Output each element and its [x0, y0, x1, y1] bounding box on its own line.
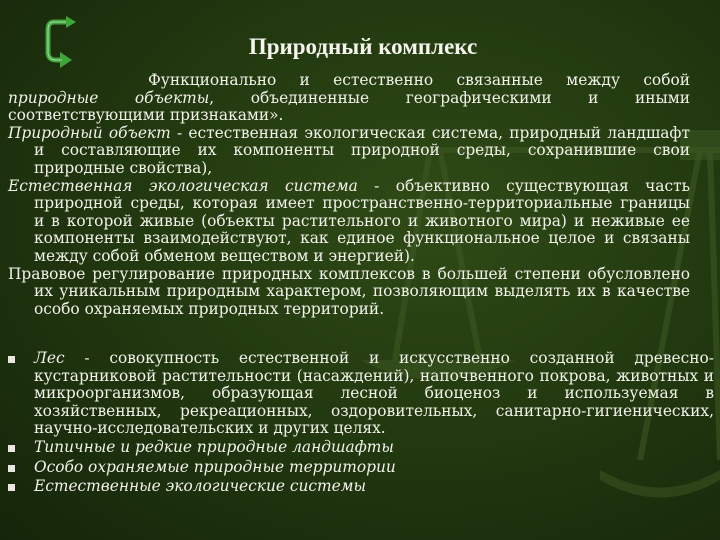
bullet-term: Лес: [34, 349, 65, 367]
list-item: [6, 459, 714, 477]
bullet-list: [6, 350, 714, 497]
list-item: [6, 478, 714, 496]
square-bullet-icon: [8, 356, 15, 363]
square-bullet-icon: [8, 484, 15, 491]
intro-rest: , объединенные географическими и иными соответствующими признаками».: [8, 88, 690, 125]
bullet-term: Типичные и редкие природные ландшафты: [34, 438, 394, 457]
list-item: [6, 439, 714, 457]
term-natural-object: Природный объект: [8, 123, 171, 142]
text-regulation: Правовое регулирование природных комплексов в большей степени обусловлено их уникальным природным характером, позволяющим выделять их в качестве особо охраняемых природных территорий.: [8, 264, 690, 318]
list-item: [6, 350, 714, 438]
intro-term: природные объекты: [8, 88, 210, 107]
text-ecosystem: - объективно существующая часть природной среды, которая имеет пространственно-территориальные границы и в которой живые (объекты растительного и животного мира) и неживые ее компоненты взаимодействуют, как единое функциональное целое и связаны между собой обменом веществом и энергией).: [34, 176, 690, 265]
intro-text: Функционально и естественно связанные между собой: [148, 71, 690, 89]
bullet-text: - совокупность естественной и искусственно созданной древесно-кустарниковой растительности (насаждений), напочвенного покрова, животных и микроорганизмов, образующая лесной биоценоз и используемая в хозяйственных, рекреационных, оздоровительных, санитарно-гигиенических, научно-исследовательских и других целях.: [34, 349, 714, 438]
body-text: [8, 72, 690, 318]
paragraph-natural-object: [8, 125, 690, 178]
paragraph-ecosystem: [8, 178, 690, 266]
text-natural-object: - естественная экологическая система, природный ландшафт и составляющие их компоненты природной среды, сохранившие свои природные свойства),: [34, 123, 690, 177]
page-title: Природный комплекс: [248, 34, 478, 59]
intro-paragraph: [8, 72, 690, 125]
bullet-term: Особо охраняемые природные территории: [34, 457, 396, 476]
square-bullet-icon: [8, 445, 15, 452]
bullet-term: Естественные экологические системы: [34, 476, 367, 495]
paragraph-regulation: [8, 266, 690, 319]
term-ecosystem: Естественная экологическая система: [8, 176, 358, 195]
square-bullet-icon: [8, 465, 15, 472]
